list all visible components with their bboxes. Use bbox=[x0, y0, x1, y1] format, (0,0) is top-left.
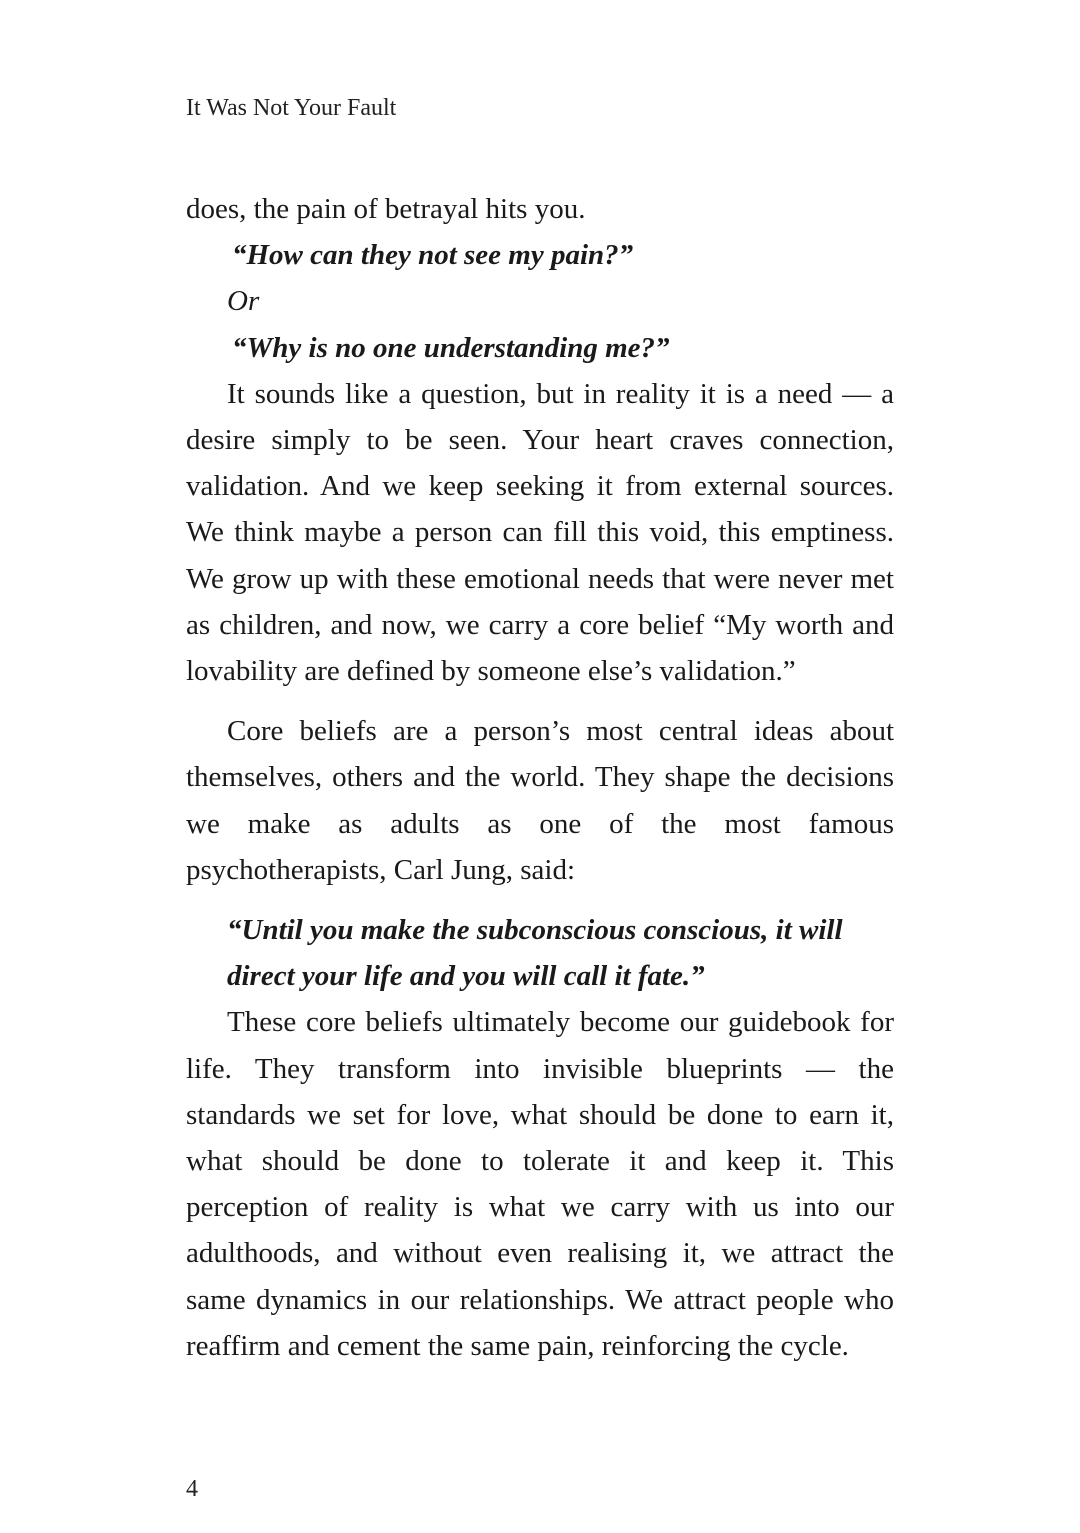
quote-how-can-they: “How can they not see my pain?” bbox=[232, 239, 634, 272]
page-body bbox=[186, 186, 894, 1369]
quote-jung: “Until you make the subconscious conscious, it will direct your life and you will call it fate.” bbox=[227, 914, 843, 993]
quote-why-no-one: “Why is no one understanding me?” bbox=[232, 331, 670, 364]
or-line: Or bbox=[227, 285, 260, 318]
paragraph-need: It sounds like a question, but in reality it is a need — a desire simply to be seen. Your heart craves connection, validation. And we keep seeking it from external sources. We think maybe a person can fill this void, this emptiness. We grow up with these emotional needs that were never met as children, and now, we carry a core belief “My worth and lovability are defined by someone else’s validation.” bbox=[186, 377, 894, 688]
running-head: It Was Not Your Fault bbox=[186, 95, 397, 121]
paragraph-continued: does, the pain of betrayal hits you. bbox=[186, 193, 586, 225]
paragraph-guidebook: These core beliefs ultimately become our guidebook for life. They transform into invisible blueprints — the standards we set for love, what should be done to earn it, what should be done to tolerate it and keep it. This perception of reality is what we carry with us into our adulthoods, and without even realising it, we attract the same dynamics in our relationships. We attract people who reaffirm and cement the same pain, reinforcing the cycle. bbox=[186, 1006, 894, 1362]
page-number: 4 bbox=[186, 1476, 198, 1502]
paragraph-core-beliefs: Core beliefs are a person’s most central ideas about themselves, others and the world. They shape the decisions we make as adults as one of the most famous psychotherapists, Carl Jung, said: bbox=[186, 715, 894, 886]
